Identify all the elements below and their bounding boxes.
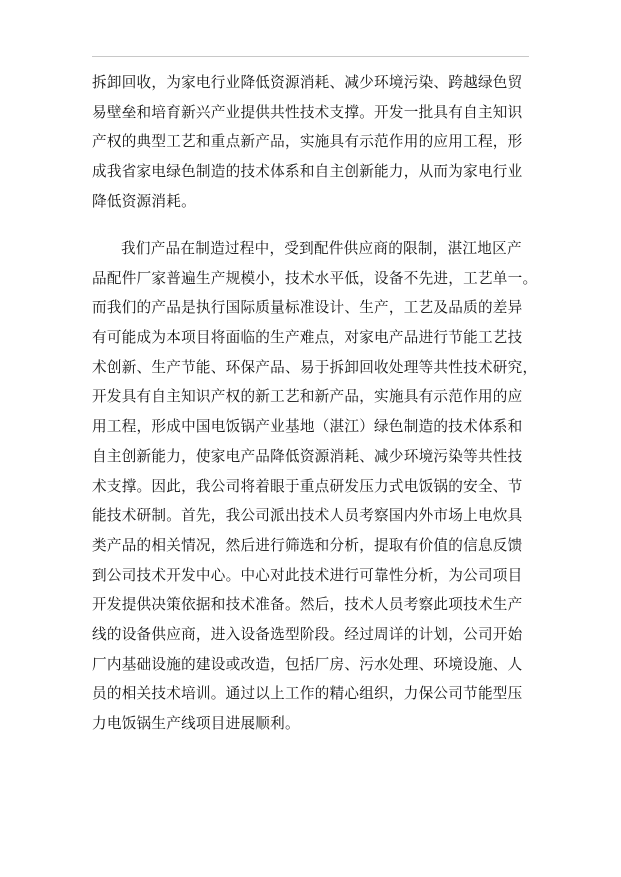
paragraph-2-line: 术支撑。因此，我公司将着眼于重点研发压力式电饭锅的安全、节 xyxy=(92,477,523,495)
paragraph-2-line: 开发提供决策依据和技术准备。然后，技术人员考察此项技术生产 xyxy=(92,596,523,614)
paragraph-1-line: 降低资源消耗。 xyxy=(92,192,196,210)
paragraph-2-line: 力电饭锅生产线项目进展顺利。 xyxy=(92,715,300,732)
paragraph-2-line: 开发具有自主知识产权的新工艺和新产品，实施具有示范作用的应 xyxy=(92,388,523,406)
paragraph-1-line: 成我省家电绿色制造的技术体系和自主创新能力，从而为家电行业 xyxy=(92,163,523,181)
paragraph-2-line: 而我们的产品是执行国际质量标准设计、生产，工艺及品质的差异 xyxy=(92,299,523,317)
paragraph-2-line: 到公司技术开发中心。中心对此技术进行可靠性分析，为公司项目 xyxy=(92,566,523,584)
paragraph-2-line: 能技术研制。首先，我公司派出技术人员考察国内外市场上电炊具 xyxy=(92,507,523,525)
paragraph-2-line: 自主创新能力，使家电产品降低资源消耗、减少环境污染等共性技 xyxy=(92,447,523,465)
paragraph-2-line: 有可能成为本项目将面临的生产难点，对家电产品进行节能工艺技 xyxy=(92,329,523,347)
paragraph-2-line: 线的设备供应商，进入设备选型阶段。经过周详的计划，公司开始 xyxy=(92,625,523,643)
paragraph-2-line: 员的相关技术培训。通过以上工作的精心组织，力保公司节能型压 xyxy=(92,685,523,703)
paragraph-1-line: 拆卸回收，为家电行业降低资源消耗、减少环境污染、跨越绿色贸 xyxy=(92,74,523,91)
paragraph-1-line: 易壁垒和培育新兴产业提供共性技术支撑。开发一批具有自主知识 xyxy=(92,103,523,121)
paragraph-1-line: 产权的典型工艺和重点新产品，实施具有示范作用的应用工程，形 xyxy=(92,133,523,151)
paragraph-2-line: 用工程，形成中国电饭锅产业基地（湛江）绿色制造的技术体系和 xyxy=(92,418,523,436)
paragraph-2-line: 我们产品在制造过程中，受到配件供应商的限制，湛江地区产 xyxy=(121,240,522,257)
paragraph-2-line: 术创新、生产节能、环保产品、易于拆卸回收处理等共性技术研究， xyxy=(92,358,538,376)
header-rule xyxy=(92,56,529,57)
paragraph-2-line: 厂内基础设施的建设或改造，包括厂房、污水处理、环境设施、人 xyxy=(92,655,523,673)
paragraph-2 xyxy=(92,234,538,739)
paragraph-2-line: 类产品的相关情况，然后进行筛选和分析，提取有价值的信息反馈 xyxy=(92,536,523,554)
paragraph-2-line: 品配件厂家普遍生产规模小，技术水平低，设备不先进，工艺单一。 xyxy=(92,269,538,287)
paragraph-1 xyxy=(92,68,532,216)
